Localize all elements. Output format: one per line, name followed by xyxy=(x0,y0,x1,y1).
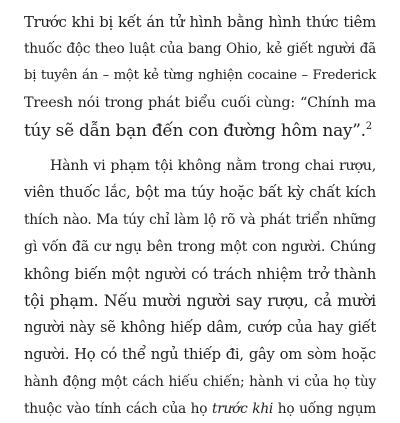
paragraph-line xyxy=(0,341,400,369)
paragraph-line-mixed xyxy=(24,395,376,423)
paragraph-line-text: không biến một người có trách nhiệm trở thành xyxy=(24,265,376,283)
paragraph-line xyxy=(0,368,400,396)
paragraph-line xyxy=(0,179,400,207)
paragraph-line xyxy=(0,233,400,261)
paragraph-line xyxy=(0,89,400,117)
paragraph-line-text: người. Họ có thể ngủ thiếp đi, gây om sòm hoặc xyxy=(24,346,376,363)
paragraph-line xyxy=(0,206,400,234)
paragraph-line xyxy=(0,287,400,315)
paragraph-line-text: người này sẽ không hiếp dâm, cướp của hay giết xyxy=(24,319,376,336)
paragraph-line-text: Trước khi bị kết án tử hình bằng hình thức tiêm xyxy=(24,13,376,31)
paragraph-line-text: viên thuốc lắc, bột ma túy hoặc bất kỳ chất kích xyxy=(24,184,376,201)
paragraph-line-last xyxy=(24,116,376,144)
cropped-top-line xyxy=(24,0,376,6)
paragraph-line xyxy=(0,395,400,423)
paragraph-line-text: Treesh nói trong phát biểu cuối cùng: “Chính ma xyxy=(24,95,376,111)
paragraph-line-text: họ uống ngụm xyxy=(273,401,376,417)
paragraph-line-text: hành động một cách hiếu chiến; hành vi của họ tùy xyxy=(24,374,376,390)
paragraph-line-text: thuốc độc theo luật của bang Ohio, kẻ giết người đã xyxy=(24,41,376,57)
paragraph-line-text: gì vốn đã cư ngụ bên trong một con người. Chúng xyxy=(24,239,376,255)
paragraph-line xyxy=(0,62,400,90)
paragraph-line xyxy=(0,260,400,288)
paragraph-line-text: thuộc vào tính cách của họ xyxy=(24,401,212,417)
paragraph-line xyxy=(0,314,400,342)
paragraph-line xyxy=(0,152,400,180)
paragraph-line xyxy=(0,8,400,36)
paragraph-line-text: thích nào. Ma túy chỉ làm lộ rõ và phát triển những xyxy=(24,212,376,228)
paragraph-line xyxy=(0,116,400,144)
paragraph-line-text: Hành vi phạm tội không nằm trong chai rượu, xyxy=(50,158,376,174)
paragraph-line-text: tội phạm. Nếu mười người say rượu, cả mười xyxy=(24,291,376,310)
paragraph-line-text: túy sẽ dẫn bạn đến con đường hôm nay”. xyxy=(24,120,366,140)
paragraph-line xyxy=(0,35,400,63)
paragraph-line-text: bị tuyên án – một kẻ từng nghiện cocaine – Frederick xyxy=(24,68,376,83)
italic-emphasis: trước khi xyxy=(212,401,274,417)
footnote-marker[interactable]: 2 xyxy=(365,121,372,132)
